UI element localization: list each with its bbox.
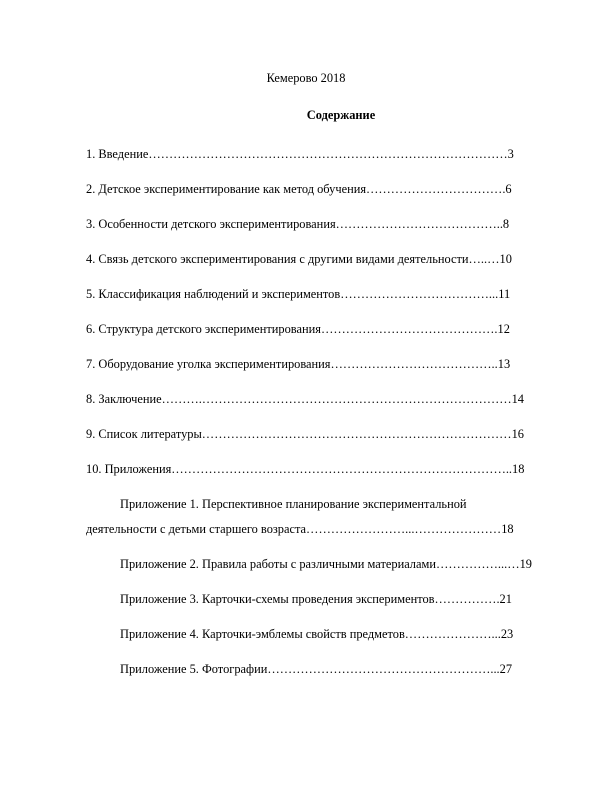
toc-appendix-2: Приложение 2. Правила работы с различными материалами……………...…19 [120,557,532,571]
toc-item-5: 5. Классификация наблюдений и экспериментов………………………………...11 [86,287,511,301]
toc-item-4: 4. Связь детского экспериментирования с другими видами деятельности…..…10 [86,252,512,266]
toc-item-10: 10. Приложения………………………………………………………………………..18 [86,462,525,476]
toc-appendix-1-line-1: Приложение 1. Перспективное планирование экспериментальной [120,497,467,511]
toc-item-7: 7. Оборудование уголка экспериментирования…………………………………..13 [86,357,511,371]
city-year: Кемерово 2018 [266,71,346,85]
toc-appendix-5: Приложение 5. Фотографии………………………………………………...27 [120,662,513,676]
toc-item-9: 9. Список литературы…………………………………………………………………16 [86,427,524,441]
toc-appendix-3: Приложение 3. Карточки-схемы проведения экспериментов…………….21 [120,592,512,606]
toc-appendix-4: Приложение 4. Карточки-эмблемы свойств предметов…………………...23 [120,627,514,641]
toc-item-2: 2. Детское экспериментирование как метод обучения…………………………….6 [86,182,512,196]
page-title: Содержание [306,108,376,122]
toc-item-3: 3. Особенности детского экспериментирования…………………………………..8 [86,217,510,231]
toc-item-8: 8. Заключение……….…………………………………………………………………14 [86,392,525,406]
toc-item-1: 1. Введение……………………………………………………………………………3 [86,147,514,161]
toc-item-6: 6. Структура детского экспериментирования…………………………………….12 [86,322,510,336]
toc-appendix-1-line-2: деятельности с детьми старшего возраста……………………...…………………18 [86,522,514,536]
